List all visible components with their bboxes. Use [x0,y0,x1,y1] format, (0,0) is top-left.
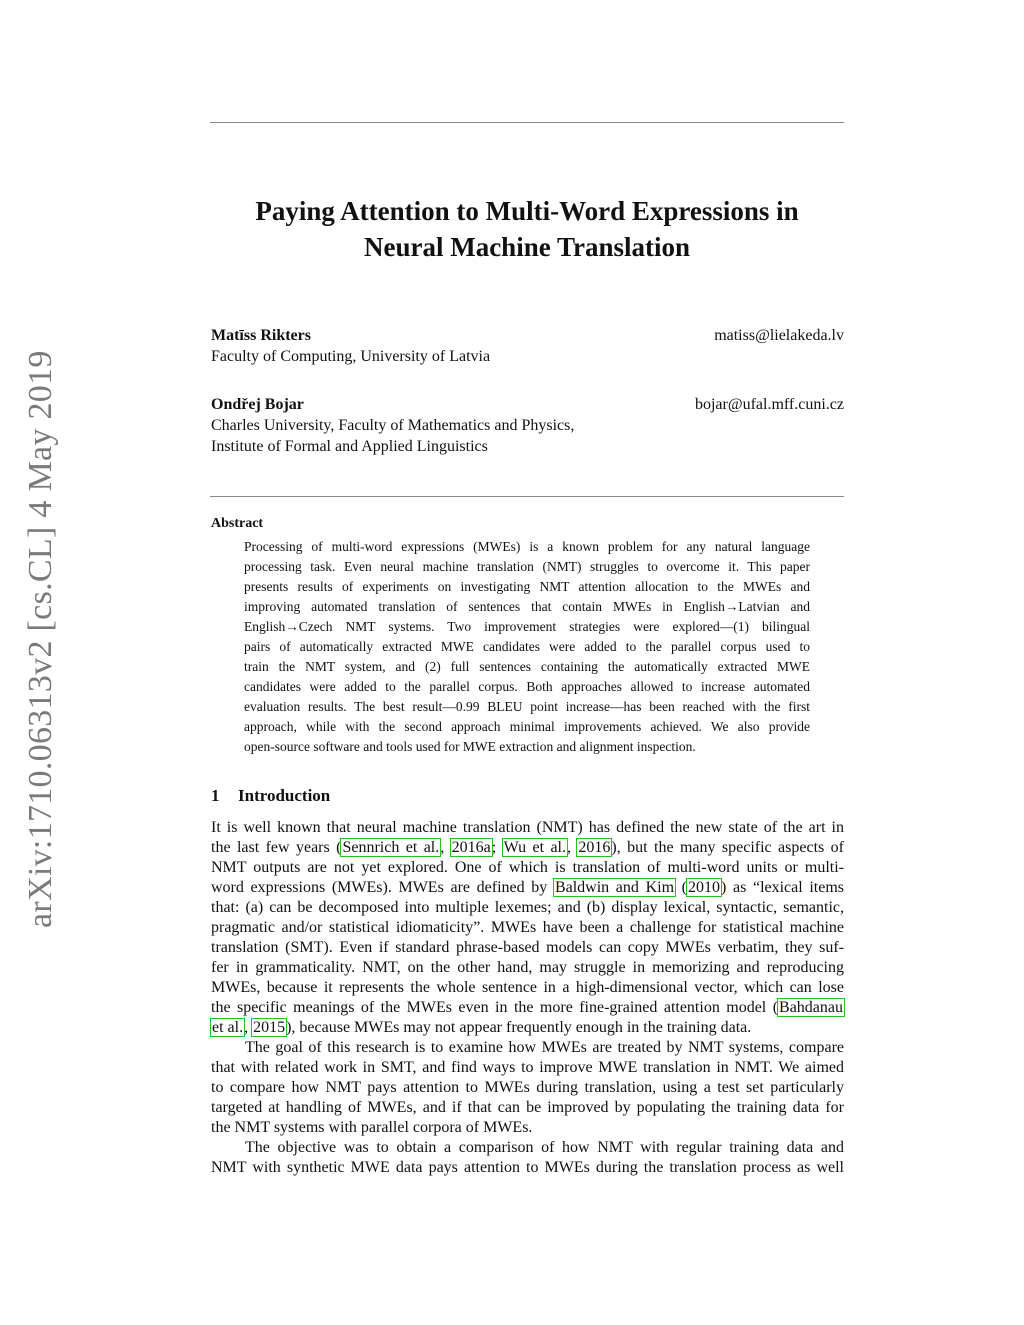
abstract-line: candidates were added to the parallel corpus. Both approaches allowed to increase automated [244,679,810,694]
intro-text: that: (a) can be decomposed into multiple lexemes; and (b) display lexical, syntactic, semantic, [211,899,844,916]
paper-title [200,193,854,265]
intro-text: targeted at handling of MWEs, and if that can be improved by populating the training data for [211,1099,844,1116]
intro-text: ) as “lexical items [721,879,845,896]
intro-text: word expressions (MWEs). MWEs are defined by [211,879,554,896]
intro-text: NMT with synthetic MWE data pays attention to MWEs during the translation process as well [211,1159,844,1176]
abstract-line: processing task. Even neural machine translation (NMT) struggles to overcome it. This paper [244,559,810,574]
intro-line [211,1058,844,1078]
abstract-line: train the NMT system, and (2) full sentences containing the automatically extracted MWE [244,659,810,674]
abstract-line: evaluation results. The best result—0.99 BLEU point increase—has been reached with the first [244,699,810,714]
title-line-1: Paying Attention to Multi-Word Expressions in [255,196,799,226]
intro-text: It is well known that neural machine translation (NMT) has defined the new state of the art in [211,819,844,836]
intro-line [211,1138,844,1158]
top-rule [210,122,844,123]
intro-text: MWEs, because it represents the whole sentence in a high-dimensional vector, which can lose [211,979,844,996]
intro-line [211,1158,844,1178]
abstract-body [244,537,810,757]
intro-text: the specific meanings of the MWEs even in the more fine-grained attention model ( [211,999,779,1016]
citation-link[interactable]: 2015 [253,1019,286,1036]
section-rule [210,496,844,497]
intro-line [211,1098,844,1118]
intro-line [211,978,844,998]
intro-line [211,1038,844,1058]
abstract-line: improving automated translation of sentences that contain MWEs in English→Latvian and [244,599,810,614]
abstract-line: English→Czech NMT systems. Two improvement strategies were explored—(1) bilingual [244,619,810,634]
author-name: Matīss Rikters [211,327,311,344]
intro-line [211,1118,844,1138]
intro-line [211,1078,844,1098]
abstract-line: presents results of experiments on investigating NMT attention allocation to the MWEs and [244,579,810,594]
citation-link[interactable]: Sennrich et al. [342,839,440,856]
citation-link[interactable]: Baldwin and Kim [554,879,675,896]
section-heading-introduction [211,786,330,806]
author-block-2 [211,394,844,457]
intro-text: ( [675,879,687,896]
intro-text: the last few years ( [211,839,342,856]
intro-text: , [244,1019,253,1036]
abstract-heading: Abstract [211,516,264,531]
abstract-line: open-source software and tools used for MWE extraction and alignment inspection. [244,739,696,754]
intro-text: The goal of this research is to examine how MWEs are treated by NMT systems, compare [245,1039,844,1056]
intro-text: the NMT systems with parallel corpora of MWEs. [211,1119,533,1136]
citation-link[interactable]: Bahdanau [779,999,843,1016]
author-email[interactable]: bojar@ufal.mff.cuni.cz [694,396,844,413]
intro-text: The objective was to obtain a comparison of how NMT with regular training data and [245,1139,844,1156]
citation-link[interactable]: Wu et al. [503,839,566,856]
intro-text: fer in grammaticality. NMT, on the other hand, may struggle in memorizing and reproducing [211,959,844,976]
intro-line [211,898,844,918]
intro-line [211,958,844,978]
intro-line [211,838,844,858]
author-affiliation: Institute of Formal and Applied Linguistics [211,438,488,455]
intro-text: ; [491,839,503,856]
section-number: 1 [211,786,220,805]
intro-text: that with related work in SMT, and find ways to improve MWE translation in NMT. We aimed [211,1059,844,1076]
author-name: Ondřej Bojar [211,396,304,413]
arxiv-side-stamp: arXiv:1710.06313v2 [cs.CL] 4 May 2019 [22,350,59,928]
intro-text: translation (SMT). Even if standard phrase-based models can copy MWEs verbatim, they suf- [211,939,844,956]
intro-line [211,858,844,878]
author-affiliation: Charles University, Faculty of Mathematics and Physics, [211,417,575,434]
author-block-1 [211,325,844,367]
intro-text: NMT outputs are not yet explored. One of which is translation of multi-word units or multi- [211,859,844,876]
intro-text: , [440,839,451,856]
abstract-line: Processing of multi-word expressions (MWEs) is a known problem for any natural language [244,539,810,554]
section-title: Introduction [238,786,331,805]
intro-text: pragmatic and/or statistical idiomaticity”. MWEs have been a challenge for statistical machine [211,919,844,936]
intro-line [211,918,844,938]
intro-line [211,878,844,898]
intro-line [211,998,844,1018]
intro-line [211,938,844,958]
citation-link[interactable]: 2016 [578,839,611,856]
intro-text: to compare how NMT pays attention to MWEs during translation, using a test set particularly [211,1079,844,1096]
intro-text: ), but the many specific aspects of [611,839,844,856]
author-email[interactable]: matiss@lielakeda.lv [714,327,844,344]
author-affiliation: Faculty of Computing, University of Latvia [211,348,491,365]
title-line-2: Neural Machine Translation [363,232,690,262]
abstract-line: pairs of automatically extracted MWE candidates were added to the parallel corpus used to [244,639,810,654]
citation-link[interactable]: 2010 [688,879,720,896]
introduction-body [211,818,844,1178]
citation-link[interactable]: 2016a [451,839,491,856]
intro-line [211,1018,844,1038]
citation-link[interactable]: et al. [212,1019,244,1036]
intro-text: , [567,839,578,856]
intro-line [211,818,844,838]
abstract-line: approach, while with the second approach minimal improvements achieved. We also provide [244,719,810,734]
intro-text: ), because MWEs may not appear frequently enough in the training data. [286,1019,752,1036]
